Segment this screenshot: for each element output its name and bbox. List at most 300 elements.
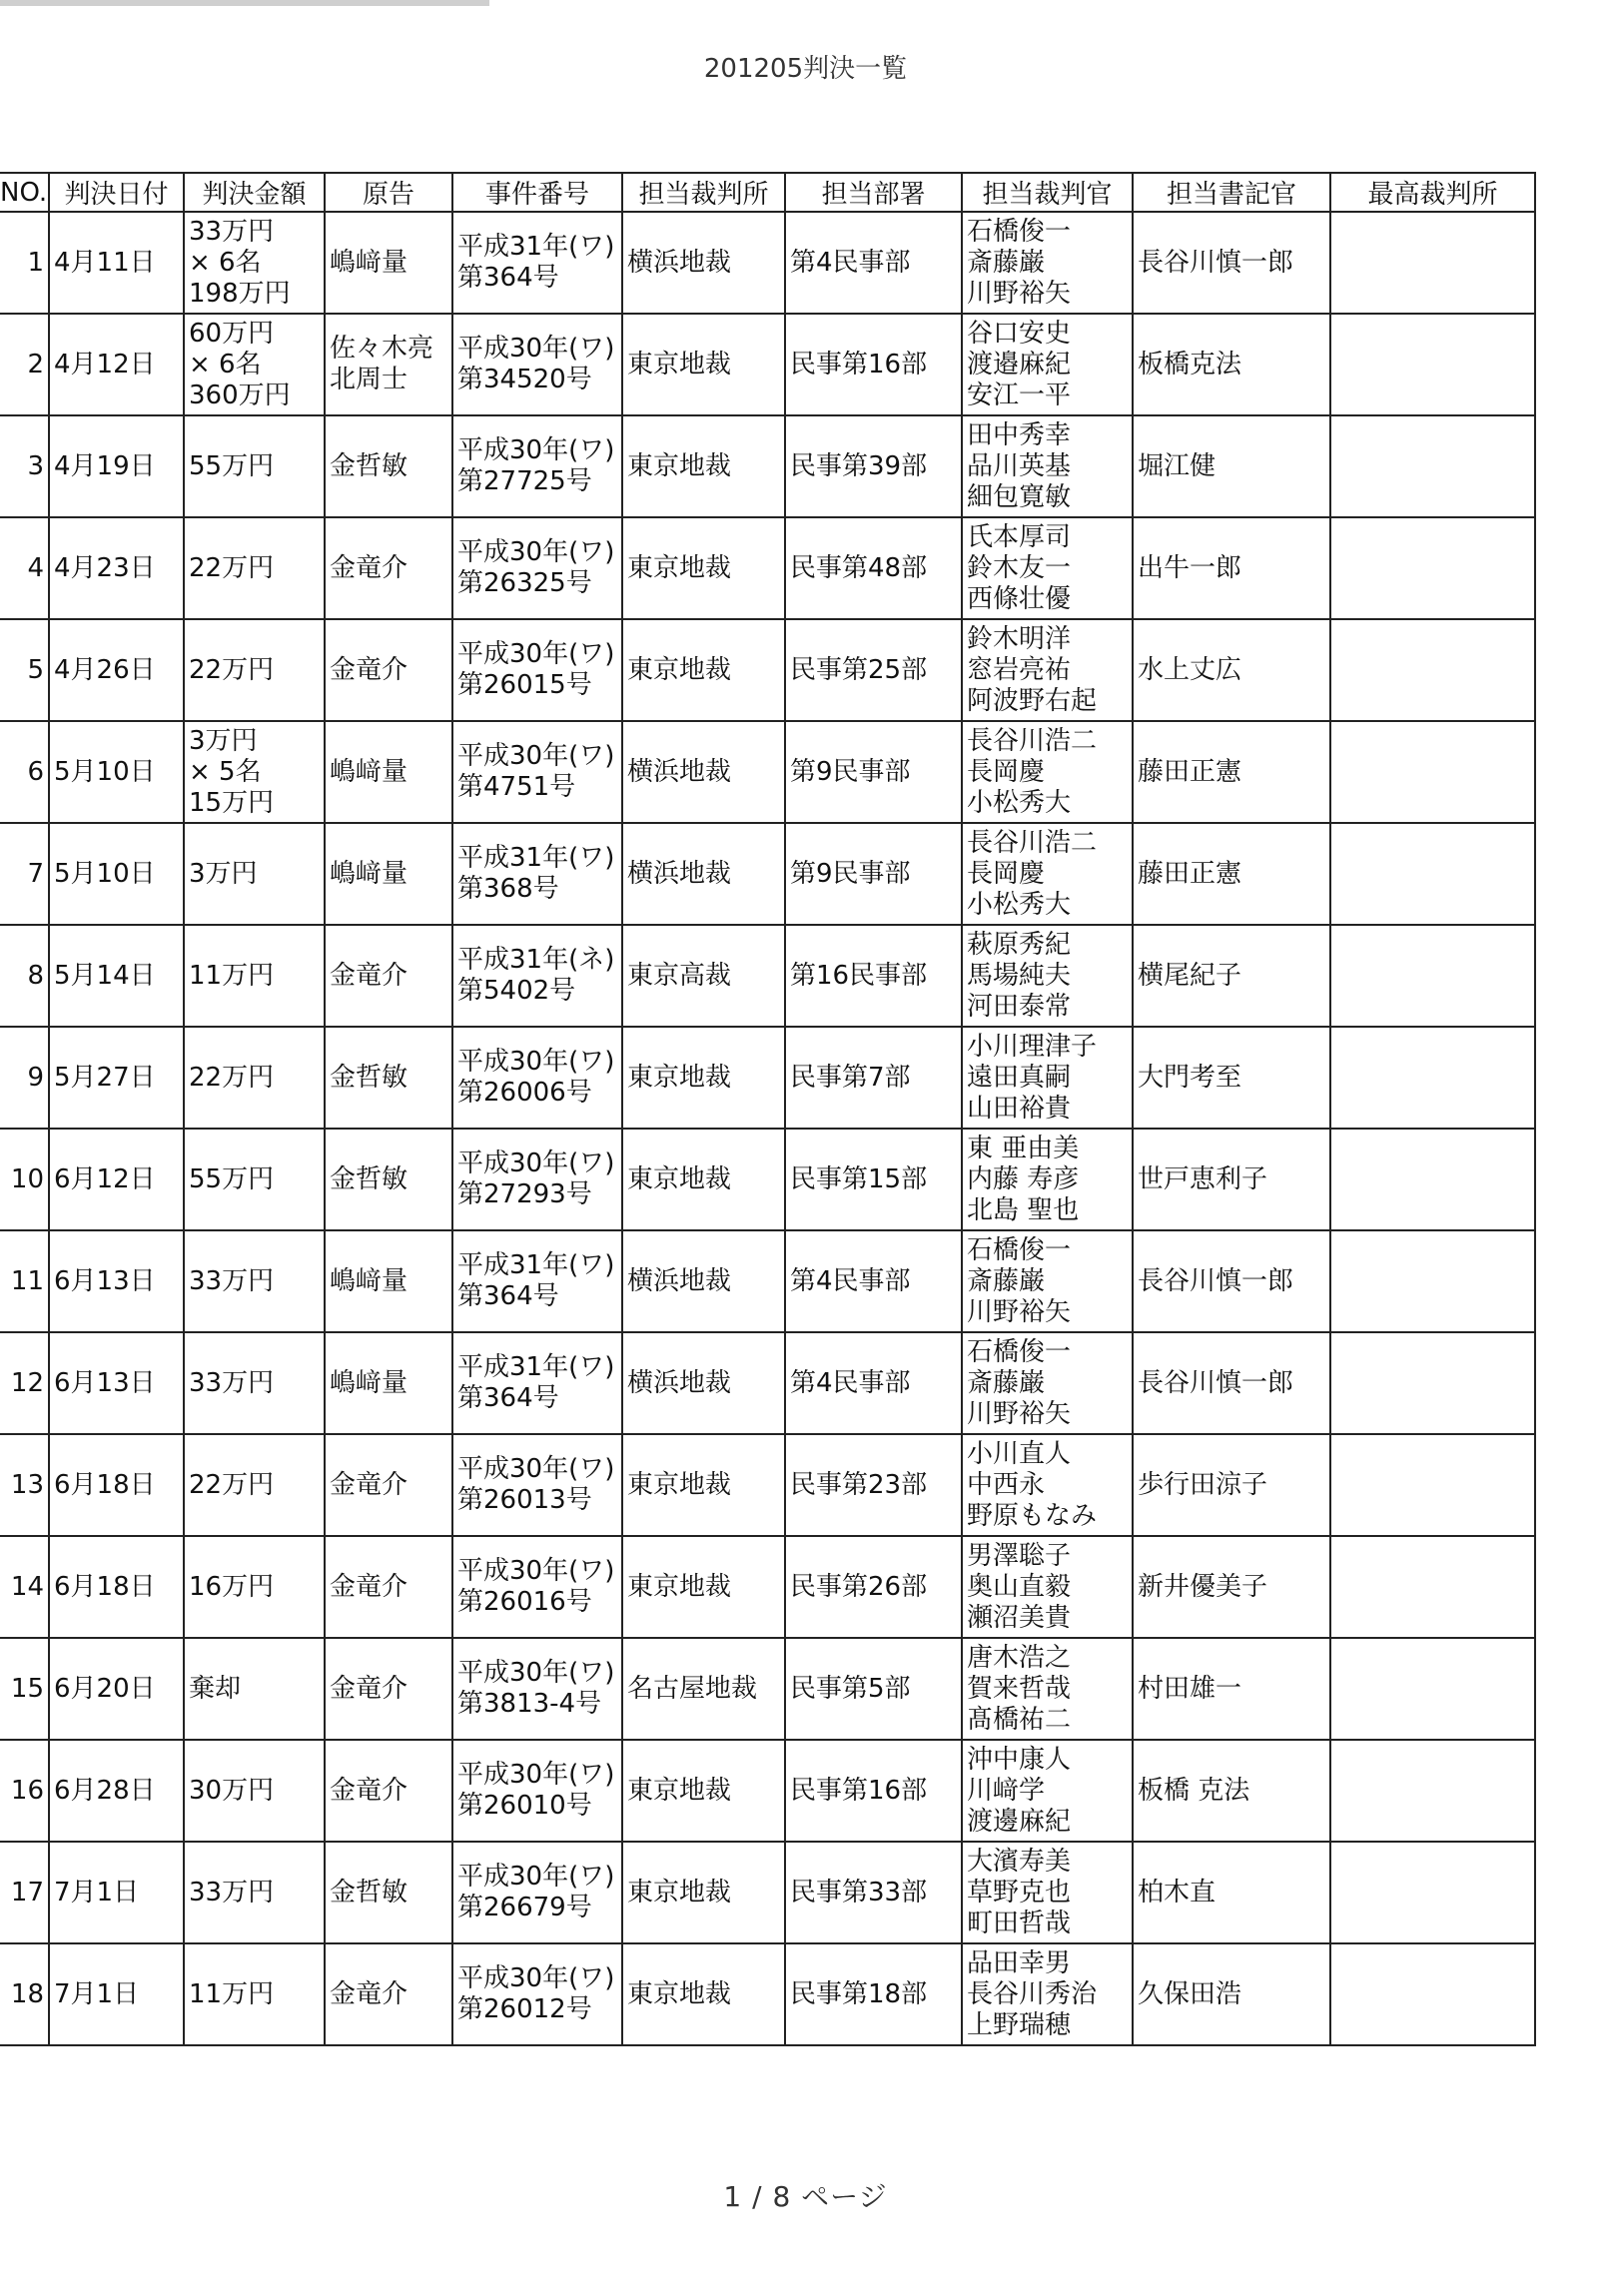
cell-case-number-line: 平成30年(ワ)	[457, 1658, 615, 1688]
cell-plaintiff	[325, 1129, 452, 1230]
cell-no: 13	[0, 1434, 49, 1536]
cell-amount-line: 3万円	[189, 858, 258, 889]
cell-clerk: 出牛一郎	[1133, 517, 1330, 619]
cell-plaintiff	[325, 1536, 452, 1638]
cell-date: 4月26日	[49, 619, 184, 721]
cell-no: 5	[0, 619, 49, 721]
cell-no: 1	[0, 212, 49, 314]
cell-supreme-court	[1330, 823, 1535, 925]
header-division: 担当部署	[785, 173, 962, 212]
cell-judges-line: 山田裕貴	[967, 1093, 1072, 1124]
cell-plaintiff-line: 金竜介	[330, 960, 408, 991]
table-row	[0, 721, 1535, 823]
cell-case-number-line: 平成30年(ワ)	[457, 1454, 615, 1484]
cell-judges-line: 河田泰常	[967, 991, 1072, 1022]
cell-plaintiff	[325, 314, 452, 415]
cell-judges-line: 西條壮優	[967, 583, 1072, 614]
cell-supreme-court	[1330, 1129, 1535, 1230]
cell-case-number-line: 平成31年(ワ)	[457, 1250, 615, 1280]
cell-judges-line: 長岡慶	[967, 858, 1046, 889]
cell-plaintiff-line: 嶋﨑量	[330, 858, 408, 889]
cell-judges-line: 野原もなみ	[967, 1500, 1098, 1531]
table-row	[0, 212, 1535, 314]
cell-judges	[962, 1943, 1133, 2045]
cell-division: 民事第33部	[785, 1842, 962, 1943]
cell-case-number-line: 平成30年(ワ)	[457, 1862, 615, 1892]
cell-judges-line: 遠田真嗣	[967, 1062, 1072, 1093]
cell-amount	[184, 1536, 325, 1638]
cell-no: 10	[0, 1129, 49, 1230]
cell-judges	[962, 314, 1133, 415]
cell-no: 9	[0, 1027, 49, 1129]
cell-plaintiff-line: 金竜介	[330, 1571, 408, 1602]
cell-judges	[962, 1332, 1133, 1434]
cell-case-number	[452, 721, 622, 823]
cell-plaintiff-line: 金竜介	[330, 1673, 408, 1704]
cell-judges-line: 田中秀幸	[967, 419, 1072, 450]
cell-judges-line: 品川英基	[967, 450, 1072, 481]
cell-amount	[184, 823, 325, 925]
cell-judges-line: 長谷川浩二	[967, 725, 1098, 756]
cell-supreme-court	[1330, 1536, 1535, 1638]
cell-clerk: 板橋克法	[1133, 314, 1330, 415]
cell-court: 横浜地裁	[622, 1230, 785, 1332]
cell-plaintiff-line: 金竜介	[330, 654, 408, 685]
cell-case-number-line: 第364号	[457, 1281, 559, 1311]
cell-court: 横浜地裁	[622, 823, 785, 925]
cell-clerk: 堀江健	[1133, 415, 1330, 517]
cell-plaintiff-line: 嶋﨑量	[330, 756, 408, 787]
header-plaintiff: 原告	[325, 173, 452, 212]
cell-judges-line: 斎藤巌	[967, 247, 1046, 278]
cell-division: 民事第16部	[785, 314, 962, 415]
cell-date: 4月23日	[49, 517, 184, 619]
cell-judges-line: 阿波野右起	[967, 685, 1098, 716]
table-row	[0, 925, 1535, 1027]
cell-court: 東京地裁	[622, 1943, 785, 2045]
cell-amount	[184, 1740, 325, 1842]
cell-amount	[184, 1943, 325, 2045]
cell-judges-line: 氏本厚司	[967, 521, 1072, 552]
cell-judges	[962, 721, 1133, 823]
cell-judges-line: 品田幸男	[967, 1947, 1072, 1978]
cell-amount-line: 22万円	[189, 654, 275, 685]
cell-judges	[962, 925, 1133, 1027]
cell-case-number-line: 第26012号	[457, 1994, 592, 2024]
cell-judges	[962, 517, 1133, 619]
cell-judges-line: 町田哲哉	[967, 1908, 1072, 1938]
cell-judges-line: 窓岩亮祐	[967, 654, 1072, 685]
cell-amount-line: 360万円	[189, 380, 291, 410]
cell-court: 東京地裁	[622, 1842, 785, 1943]
cell-case-number	[452, 1536, 622, 1638]
cell-judges	[962, 1230, 1133, 1332]
cell-plaintiff-line: 金哲敏	[330, 1163, 408, 1194]
cell-case-number-line: 第27293号	[457, 1179, 592, 1209]
cell-judges-line: 小松秀大	[967, 889, 1072, 920]
cell-division: 民事第48部	[785, 517, 962, 619]
cell-judges-line: 谷口安史	[967, 318, 1072, 349]
cell-judges-line: 石橋俊一	[967, 1336, 1072, 1367]
cell-court: 東京地裁	[622, 415, 785, 517]
table-row	[0, 1027, 1535, 1129]
cell-case-number-line: 第5402号	[457, 976, 576, 1006]
cell-division: 民事第16部	[785, 1740, 962, 1842]
cell-supreme-court	[1330, 314, 1535, 415]
cell-case-number-line: 第26013号	[457, 1485, 592, 1515]
cell-judges-line: 上野瑞穂	[967, 2009, 1072, 2040]
cell-court: 東京地裁	[622, 1740, 785, 1842]
cell-clerk: 横尾紀子	[1133, 925, 1330, 1027]
cell-judges-line: 鈴木明洋	[967, 623, 1072, 654]
cell-supreme-court	[1330, 925, 1535, 1027]
cell-judges	[962, 1842, 1133, 1943]
cell-amount-line: 22万円	[189, 1062, 275, 1093]
cell-supreme-court	[1330, 1434, 1535, 1536]
cell-division: 第9民事部	[785, 721, 962, 823]
cell-no: 8	[0, 925, 49, 1027]
table-row	[0, 415, 1535, 517]
cell-judges	[962, 212, 1133, 314]
cell-case-number-line: 第364号	[457, 1383, 559, 1413]
cell-clerk: 藤田正憲	[1133, 721, 1330, 823]
cell-amount	[184, 314, 325, 415]
header-no: NO.	[0, 173, 49, 212]
cell-supreme-court	[1330, 212, 1535, 314]
cell-case-number-line: 平成30年(ワ)	[457, 1047, 615, 1077]
cell-plaintiff	[325, 415, 452, 517]
scan-edge-mark	[0, 0, 489, 6]
cell-plaintiff-line: 金哲敏	[330, 450, 408, 481]
cell-judges-line: 斎藤巌	[967, 1265, 1046, 1296]
cell-no: 2	[0, 314, 49, 415]
cell-plaintiff-line: 嶋﨑量	[330, 1367, 408, 1398]
cell-date: 4月19日	[49, 415, 184, 517]
cell-case-number	[452, 1638, 622, 1740]
table-row	[0, 1129, 1535, 1230]
cell-amount	[184, 1434, 325, 1536]
cell-clerk: 長谷川慎一郎	[1133, 1332, 1330, 1434]
cell-amount-line: 55万円	[189, 1163, 275, 1194]
table-row	[0, 517, 1535, 619]
cell-judges-line: 小川直人	[967, 1438, 1072, 1469]
cell-amount-line: 15万円	[189, 787, 275, 818]
cell-clerk: 長谷川慎一郎	[1133, 1230, 1330, 1332]
cell-plaintiff-line: 金哲敏	[330, 1877, 408, 1908]
cell-plaintiff-line: 金竜介	[330, 552, 408, 583]
cell-supreme-court	[1330, 517, 1535, 619]
cell-supreme-court	[1330, 1332, 1535, 1434]
cell-judges-line: 内藤 寿彦	[967, 1163, 1080, 1194]
cell-court: 横浜地裁	[622, 212, 785, 314]
table-header-row	[0, 173, 1535, 212]
cell-clerk: 板橋 克法	[1133, 1740, 1330, 1842]
cell-case-number-line: 第26679号	[457, 1893, 592, 1922]
cell-court: 横浜地裁	[622, 1332, 785, 1434]
cell-judges-line: 草野克也	[967, 1877, 1072, 1908]
cell-amount-line: × 5名	[189, 756, 262, 787]
cell-judges-line: 髙橋祐二	[967, 1704, 1072, 1735]
cell-no: 16	[0, 1740, 49, 1842]
cell-case-number-line: 平成31年(ネ)	[457, 945, 615, 975]
cell-case-number-line: 第26015号	[457, 670, 592, 700]
cell-judges-line: 奥山直毅	[967, 1571, 1072, 1602]
header-case-number: 事件番号	[452, 173, 622, 212]
cell-case-number	[452, 925, 622, 1027]
cell-clerk: 大門考至	[1133, 1027, 1330, 1129]
cell-judges-line: 川﨑学	[967, 1775, 1046, 1806]
cell-date: 5月10日	[49, 721, 184, 823]
cell-division: 民事第23部	[785, 1434, 962, 1536]
cell-division: 民事第5部	[785, 1638, 962, 1740]
table-row	[0, 823, 1535, 925]
cell-case-number-line: 平成30年(ワ)	[457, 1963, 615, 1993]
cell-amount-line: 22万円	[189, 1469, 275, 1500]
cell-amount-line: × 6名	[189, 349, 262, 380]
cell-clerk: 藤田正憲	[1133, 823, 1330, 925]
cell-clerk: 長谷川慎一郎	[1133, 212, 1330, 314]
cell-date: 6月13日	[49, 1230, 184, 1332]
table-row	[0, 1434, 1535, 1536]
cell-case-number-line: 平成30年(ワ)	[457, 1148, 615, 1178]
cell-judges	[962, 1536, 1133, 1638]
cell-amount	[184, 1332, 325, 1434]
cell-judges	[962, 415, 1133, 517]
cell-clerk: 柏木直	[1133, 1842, 1330, 1943]
cell-amount	[184, 925, 325, 1027]
cell-case-number	[452, 212, 622, 314]
cell-amount	[184, 415, 325, 517]
cell-case-number-line: 平成30年(ワ)	[457, 537, 615, 567]
cell-supreme-court	[1330, 1638, 1535, 1740]
cell-amount	[184, 212, 325, 314]
cell-court: 横浜地裁	[622, 721, 785, 823]
cell-judges-line: 瀬沼美貴	[967, 1602, 1072, 1633]
cell-judges-line: 大濱寿美	[967, 1846, 1072, 1877]
cell-judges-line: 長谷川浩二	[967, 827, 1098, 858]
cell-supreme-court	[1330, 721, 1535, 823]
cell-judges-line: 石橋俊一	[967, 216, 1072, 247]
header-amount: 判決金額	[184, 173, 325, 212]
cell-division: 民事第26部	[785, 1536, 962, 1638]
cell-judges	[962, 1129, 1133, 1230]
cell-division: 第16民事部	[785, 925, 962, 1027]
cell-case-number-line: 平成30年(ワ)	[457, 1760, 615, 1790]
cell-no: 14	[0, 1536, 49, 1638]
cell-date: 6月12日	[49, 1129, 184, 1230]
cell-date: 6月18日	[49, 1536, 184, 1638]
cell-case-number-line: 第364号	[457, 263, 559, 293]
cell-amount-line: 33万円	[189, 1877, 275, 1908]
cell-court: 名古屋地裁	[622, 1638, 785, 1740]
judgments-table	[0, 172, 1536, 2046]
cell-division: 第4民事部	[785, 1230, 962, 1332]
cell-plaintiff	[325, 619, 452, 721]
cell-case-number-line: 第26325号	[457, 568, 592, 598]
cell-clerk: 新井優美子	[1133, 1536, 1330, 1638]
cell-plaintiff	[325, 1638, 452, 1740]
cell-case-number	[452, 1230, 622, 1332]
cell-plaintiff	[325, 721, 452, 823]
cell-plaintiff	[325, 1332, 452, 1434]
cell-date: 5月10日	[49, 823, 184, 925]
cell-supreme-court	[1330, 415, 1535, 517]
cell-division: 民事第18部	[785, 1943, 962, 2045]
cell-court: 東京高裁	[622, 925, 785, 1027]
cell-amount-line: × 6名	[189, 247, 262, 278]
cell-amount-line: 30万円	[189, 1775, 275, 1806]
page-footer: 1 / 8 ページ	[723, 2180, 888, 2213]
cell-court: 東京地裁	[622, 619, 785, 721]
cell-case-number	[452, 1332, 622, 1434]
cell-judges-line: 石橋俊一	[967, 1234, 1072, 1265]
table-body	[0, 212, 1535, 2045]
cell-case-number-line: 平成31年(ワ)	[457, 843, 615, 873]
cell-case-number	[452, 1943, 622, 2045]
cell-amount-line: 棄却	[189, 1673, 242, 1704]
cell-division: 民事第39部	[785, 415, 962, 517]
cell-amount-line: 16万円	[189, 1571, 275, 1602]
cell-judges-line: 小松秀大	[967, 787, 1072, 818]
cell-judges	[962, 1638, 1133, 1740]
cell-clerk: 久保田浩	[1133, 1943, 1330, 2045]
cell-case-number-line: 第34520号	[457, 365, 592, 394]
cell-division: 第4民事部	[785, 212, 962, 314]
cell-date: 5月14日	[49, 925, 184, 1027]
cell-case-number	[452, 1129, 622, 1230]
cell-judges	[962, 823, 1133, 925]
cell-clerk: 村田雄一	[1133, 1638, 1330, 1740]
cell-case-number-line: 第3813-4号	[457, 1689, 602, 1719]
cell-amount	[184, 1027, 325, 1129]
cell-amount-line: 33万円	[189, 1367, 275, 1398]
cell-case-number-line: 平成31年(ワ)	[457, 1352, 615, 1382]
cell-plaintiff	[325, 1434, 452, 1536]
cell-plaintiff	[325, 1740, 452, 1842]
cell-date: 7月1日	[49, 1842, 184, 1943]
cell-no: 6	[0, 721, 49, 823]
cell-amount-line: 60万円	[189, 318, 275, 349]
cell-supreme-court	[1330, 1230, 1535, 1332]
cell-date: 6月28日	[49, 1740, 184, 1842]
cell-case-number-line: 第26016号	[457, 1587, 592, 1617]
cell-judges-line: 賀来哲哉	[967, 1673, 1072, 1704]
page-title: 201205判決一覧	[703, 54, 908, 84]
cell-case-number-line: 平成30年(ワ)	[457, 435, 615, 465]
cell-amount	[184, 619, 325, 721]
cell-case-number	[452, 1027, 622, 1129]
cell-amount	[184, 1230, 325, 1332]
cell-date: 7月1日	[49, 1943, 184, 2045]
cell-supreme-court	[1330, 1740, 1535, 1842]
cell-case-number	[452, 823, 622, 925]
cell-case-number	[452, 1740, 622, 1842]
cell-case-number	[452, 1842, 622, 1943]
cell-case-number	[452, 415, 622, 517]
cell-case-number-line: 平成30年(ワ)	[457, 639, 615, 669]
cell-judges-line: 川野裕矢	[967, 1296, 1072, 1327]
cell-amount-line: 198万円	[189, 278, 291, 309]
cell-plaintiff-line: 北周士	[330, 365, 408, 394]
cell-court: 東京地裁	[622, 1129, 785, 1230]
cell-clerk: 水上丈広	[1133, 619, 1330, 721]
cell-plaintiff-line: 金竜介	[330, 1775, 408, 1806]
cell-date: 4月11日	[49, 212, 184, 314]
cell-plaintiff-line: 嶋﨑量	[330, 1265, 408, 1296]
cell-amount-line: 33万円	[189, 1265, 275, 1296]
cell-amount-line: 33万円	[189, 216, 275, 247]
cell-judges-line: 渡邉麻紀	[967, 349, 1072, 380]
cell-case-number	[452, 517, 622, 619]
cell-judges-line: 萩原秀紀	[967, 929, 1072, 960]
cell-case-number-line: 平成30年(ワ)	[457, 741, 615, 771]
table-row	[0, 1943, 1535, 2045]
cell-clerk: 世戸恵利子	[1133, 1129, 1330, 1230]
cell-amount	[184, 1129, 325, 1230]
cell-judges-line: 男澤聡子	[967, 1540, 1072, 1571]
cell-case-number-line: 第27725号	[457, 466, 592, 496]
cell-judges-line: 沖中康人	[967, 1744, 1072, 1775]
cell-clerk: 歩行田涼子	[1133, 1434, 1330, 1536]
cell-no: 3	[0, 415, 49, 517]
header-court: 担当裁判所	[622, 173, 785, 212]
cell-judges-line: 渡邊麻紀	[967, 1806, 1072, 1837]
cell-judges-line: 東 亜由美	[967, 1133, 1080, 1163]
table-row	[0, 1638, 1535, 1740]
cell-plaintiff-line: 金竜介	[330, 1978, 408, 2009]
cell-judges	[962, 619, 1133, 721]
cell-no: 7	[0, 823, 49, 925]
cell-plaintiff	[325, 1027, 452, 1129]
cell-plaintiff-line: 金竜介	[330, 1469, 408, 1500]
cell-division: 民事第15部	[785, 1129, 962, 1230]
cell-amount-line: 11万円	[189, 960, 275, 991]
table-row	[0, 1740, 1535, 1842]
cell-court: 東京地裁	[622, 1536, 785, 1638]
cell-division: 民事第7部	[785, 1027, 962, 1129]
cell-case-number	[452, 1434, 622, 1536]
cell-judges-line: 鈴木友一	[967, 552, 1072, 583]
cell-supreme-court	[1330, 1842, 1535, 1943]
cell-judges	[962, 1740, 1133, 1842]
cell-plaintiff-line: 嶋﨑量	[330, 247, 408, 278]
cell-date: 6月18日	[49, 1434, 184, 1536]
cell-no: 15	[0, 1638, 49, 1740]
cell-no: 18	[0, 1943, 49, 2045]
cell-supreme-court	[1330, 1027, 1535, 1129]
cell-case-number-line: 平成30年(ワ)	[457, 334, 615, 364]
cell-case-number-line: 第4751号	[457, 772, 576, 802]
cell-judges-line: 中西永	[967, 1469, 1046, 1500]
cell-plaintiff	[325, 1943, 452, 2045]
cell-supreme-court	[1330, 619, 1535, 721]
cell-case-number-line: 第368号	[457, 874, 559, 904]
cell-judges-line: 川野裕矢	[967, 278, 1072, 309]
cell-judges-line: 川野裕矢	[967, 1398, 1072, 1429]
cell-case-number	[452, 619, 622, 721]
header-judges: 担当裁判官	[962, 173, 1133, 212]
cell-judges-line: 馬場純夫	[967, 960, 1072, 991]
header-clerk: 担当書記官	[1133, 173, 1330, 212]
table-row	[0, 1230, 1535, 1332]
table-row	[0, 619, 1535, 721]
table-row	[0, 1842, 1535, 1943]
cell-case-number-line: 平成31年(ワ)	[457, 232, 615, 262]
cell-plaintiff-line: 金哲敏	[330, 1062, 408, 1093]
cell-court: 東京地裁	[622, 314, 785, 415]
cell-judges	[962, 1027, 1133, 1129]
cell-supreme-court	[1330, 1943, 1535, 2045]
